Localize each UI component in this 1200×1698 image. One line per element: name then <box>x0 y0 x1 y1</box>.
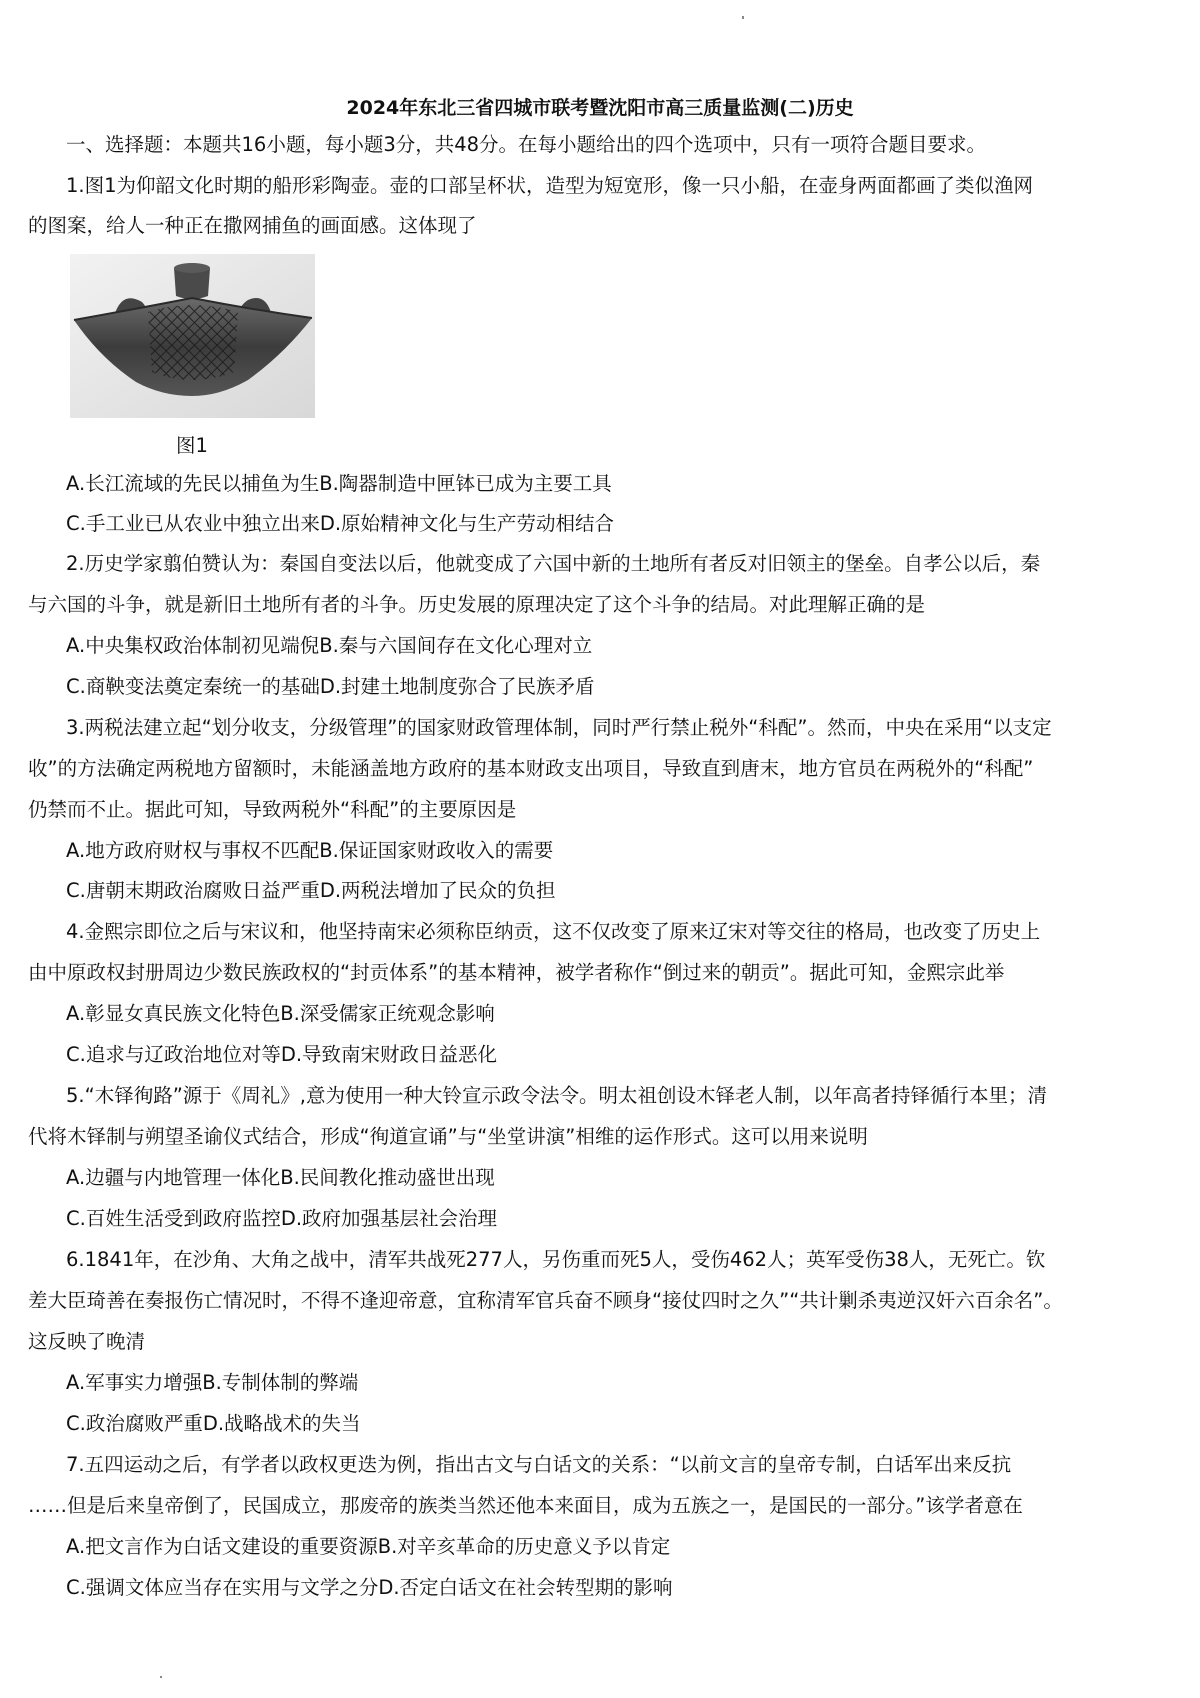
question-4-stem: 由中原政权封册周边少数民族政权的“封贡体系”的基本精神，被学者称作“倒过来的朝贡”。据此可知，金熙宗此举 <box>28 961 1005 984</box>
question-4-option-ab: A.彰显女真民族文化特色B.深受儒家正统观念影响 <box>66 1002 495 1025</box>
question-6-stem: 6.1841年，在沙角、大角之战中，清军共战死277人，另伤重而死5人，受伤462人；英军受伤38人，无死亡。钦 <box>66 1248 1046 1271</box>
question-6-option-cd: C.政治腐败严重D.战略战术的失当 <box>66 1412 361 1435</box>
question-3-stem: 仍禁而不止。据此可知，导致两税外“科配”的主要原因是 <box>28 798 517 821</box>
scan-speck <box>742 16 744 19</box>
question-7-option-cd: C.强调文体应当存在实用与文学之分D.否定白话文在社会转型期的影响 <box>66 1576 673 1599</box>
question-3-option-ab: A.地方政府财权与事权不匹配B.保证国家财政收入的需要 <box>66 839 554 862</box>
question-6-stem: 这反映了晚清 <box>28 1330 146 1353</box>
scan-speck <box>160 1676 162 1678</box>
question-5-option-ab: A.边疆与内地管理一体化B.民间教化推动盛世出现 <box>66 1166 495 1189</box>
boat-shaped-pottery-image <box>70 254 315 418</box>
question-5-stem: 5.“木铎徇路”源于《周礼》,意为使用一种大铃宣示政令法令。明太祖创设木铎老人制，以年高者持铎循行本里；清 <box>66 1084 1048 1107</box>
question-7-stem: ……但是后来皇帝倒了，民国成立，那废帝的族类当然还他本来面目，成为五族之一，是国民的一部分。”该学者意在 <box>28 1494 1023 1517</box>
question-1-option-cd: C.手工业已从农业中独立出来D.原始精神文化与生产劳动相结合 <box>66 512 615 535</box>
figure-caption: 图1 <box>176 434 208 457</box>
question-1-stem: 1.图1为仰韶文化时期的船形彩陶壶。壶的口部呈杯状，造型为短宽形，像一只小船，在壶身两面都画了类似渔网 <box>66 174 1034 197</box>
question-6-stem: 差大臣琦善在奏报伤亡情况时，不得不逢迎帝意，宜称清军官兵奋不顾身“接仗四时之久”“共计剿杀夷逆汉奸六百余名”。 <box>28 1289 1063 1312</box>
question-3-option-cd: C.唐朝末期政治腐败日益严重D.两税法增加了民众的负担 <box>66 879 556 902</box>
question-4-option-cd: C.追求与辽政治地位对等D.导致南宋财政日益恶化 <box>66 1043 498 1066</box>
question-1-stem: 的图案，给人一种正在撒网捕鱼的画面感。这体现了 <box>28 214 477 237</box>
section-heading: 一、选择题：本题共16小题，每小题3分，共48分。在每小题给出的四个选项中，只有一项符合题目要求。 <box>66 133 987 156</box>
question-4-stem: 4.金熙宗即位之后与宋议和，他坚持南宋必须称臣纳贡，这不仅改变了原来辽宋对等交往的格局，也改变了历史上 <box>66 920 1041 943</box>
pottery-figure <box>70 254 315 418</box>
question-6-option-ab: A.军事实力增强B.专制体制的弊端 <box>66 1371 359 1394</box>
exam-title: 2024年东北三省四城市联考暨沈阳市高三质量监测(二)历史 <box>346 97 854 119</box>
question-5-option-cd: C.百姓生活受到政府监控D.政府加强基层社会治理 <box>66 1207 498 1230</box>
question-3-stem: 3.两税法建立起“划分收支，分级管理”的国家财政管理体制，同时严行禁止税外“科配”。然而，中央在采用“以支定 <box>66 716 1052 739</box>
question-2-stem: 与六国的斗争，就是新旧土地所有者的斗争。历史发展的原理决定了这个斗争的结局。对此理解正确的是 <box>28 593 926 616</box>
question-5-stem: 代将木铎制与朔望圣谕仪式结合，形成“徇道宣诵”与“坐堂讲演”相维的运作形式。这可以用来说明 <box>28 1125 868 1148</box>
question-3-stem: 收”的方法确定两税地方留额时，未能涵盖地方政府的基本财政支出项目，导致直到唐末，地方官员在两税外的“科配” <box>28 757 1034 780</box>
question-2-stem: 2.历史学家翦伯赞认为：秦国自变法以后，他就变成了六国中新的土地所有者反对旧领主的堡垒。自孝公以后，秦 <box>66 552 1041 575</box>
question-7-stem: 7.五四运动之后，有学者以政权更迭为例，指出古文与白话文的关系：“以前文言的皇帝专制，白话军出来反抗 <box>66 1453 1012 1476</box>
question-1-option-ab: A.长江流域的先民以捕鱼为生B.陶器制造中匣钵已成为主要工具 <box>66 472 612 495</box>
question-2-option-ab: A.中央集权政治体制初见端倪B.秦与六国间存在文化心理对立 <box>66 634 593 657</box>
question-2-option-cd: C.商鞅变法奠定秦统一的基础D.封建土地制度弥合了民族矛盾 <box>66 675 595 698</box>
question-7-option-ab: A.把文言作为白话文建设的重要资源B.对辛亥革命的历史意义予以肯定 <box>66 1535 671 1558</box>
